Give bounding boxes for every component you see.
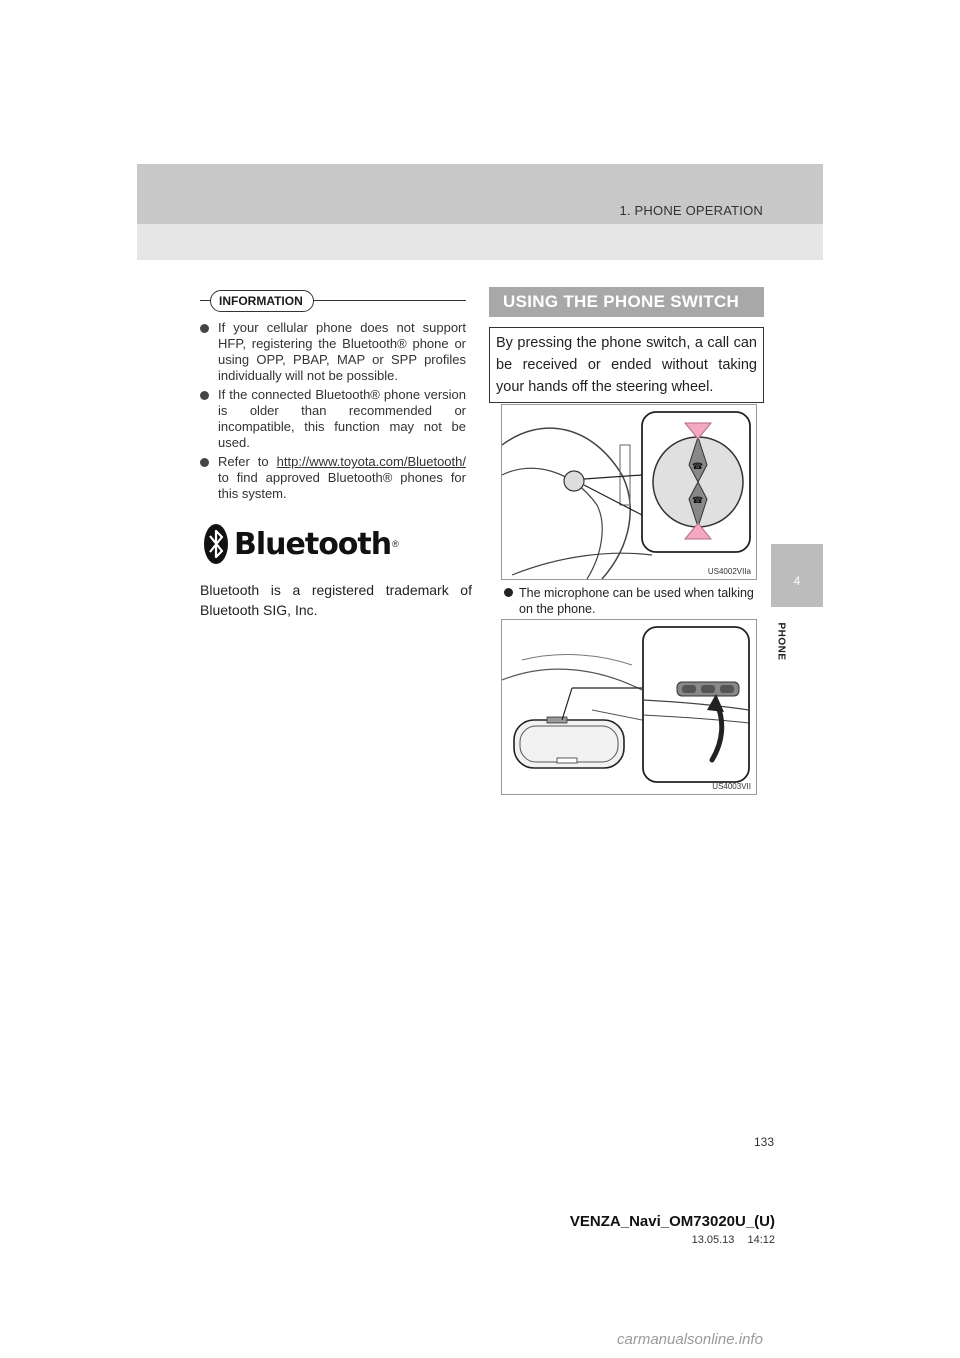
microphone-note-text: The microphone can be used when talking on the phone. (519, 586, 754, 616)
svg-text:☎: ☎ (692, 496, 704, 506)
information-item (200, 387, 466, 451)
microphone-figure (501, 619, 757, 795)
information-badge: INFORMATION (210, 290, 314, 312)
trademark-notice: Bluetooth is a registered trademark of Bluetooth SIG, Inc. (200, 582, 472, 618)
information-block (200, 290, 466, 505)
bluetooth-wordmark: Bluetooth (234, 526, 392, 562)
information-item-suffix: to find approved Bluetooth® phones for this system. (218, 470, 466, 501)
bluetooth-rune-icon (204, 524, 228, 564)
steering-wheel-illustration (502, 405, 756, 579)
chapter-label-wrap (770, 618, 790, 668)
intro-text: By pressing the phone switch, a call can be received or ended without taking your hands off the steering wheel. (489, 327, 764, 403)
bullet-icon (200, 458, 209, 467)
figure-code: US4002VIIa (707, 567, 751, 576)
toyota-bluetooth-link[interactable]: http://www.toyota.com/Bluetooth/ (276, 454, 466, 469)
document-date: 13.05.13 14:12 (691, 1234, 775, 1246)
page-number: 133 (753, 1135, 774, 1149)
figure-code: US4003VII (712, 782, 751, 791)
microphone-note (504, 585, 766, 617)
information-item-prefix: Refer to (218, 454, 277, 469)
header-subband (137, 224, 823, 260)
section-title: 1. PHONE OPERATION (619, 203, 763, 218)
chapter-label: PHONE (775, 622, 787, 661)
information-list (200, 320, 466, 502)
bullet-icon (504, 588, 513, 597)
information-item (200, 454, 466, 502)
bullet-icon (200, 391, 209, 400)
watermark: carmanualsonline.info (617, 1331, 763, 1348)
svg-text:☎: ☎ (692, 462, 704, 472)
bluetooth-logo (204, 524, 399, 564)
section-heading: USING THE PHONE SWITCH (489, 287, 764, 317)
bullet-icon (200, 324, 209, 333)
information-item (200, 320, 466, 384)
information-item-text: If your cellular phone does not support HFP, registering the Bluetooth® phone or using OPP, PBAP, MAP or SPP profiles individually will not be possible. (218, 320, 466, 383)
document-id: VENZA_Navi_OM73020U_(U) (569, 1213, 775, 1230)
steering-switch-figure (501, 404, 757, 580)
rearview-mirror-illustration (502, 620, 756, 794)
information-item-text: If the connected Bluetooth® phone version is older than recommended or incompatible, this function may not be used. (218, 387, 466, 450)
registered-mark: ® (392, 539, 399, 549)
chapter-number: 4 (793, 574, 801, 588)
